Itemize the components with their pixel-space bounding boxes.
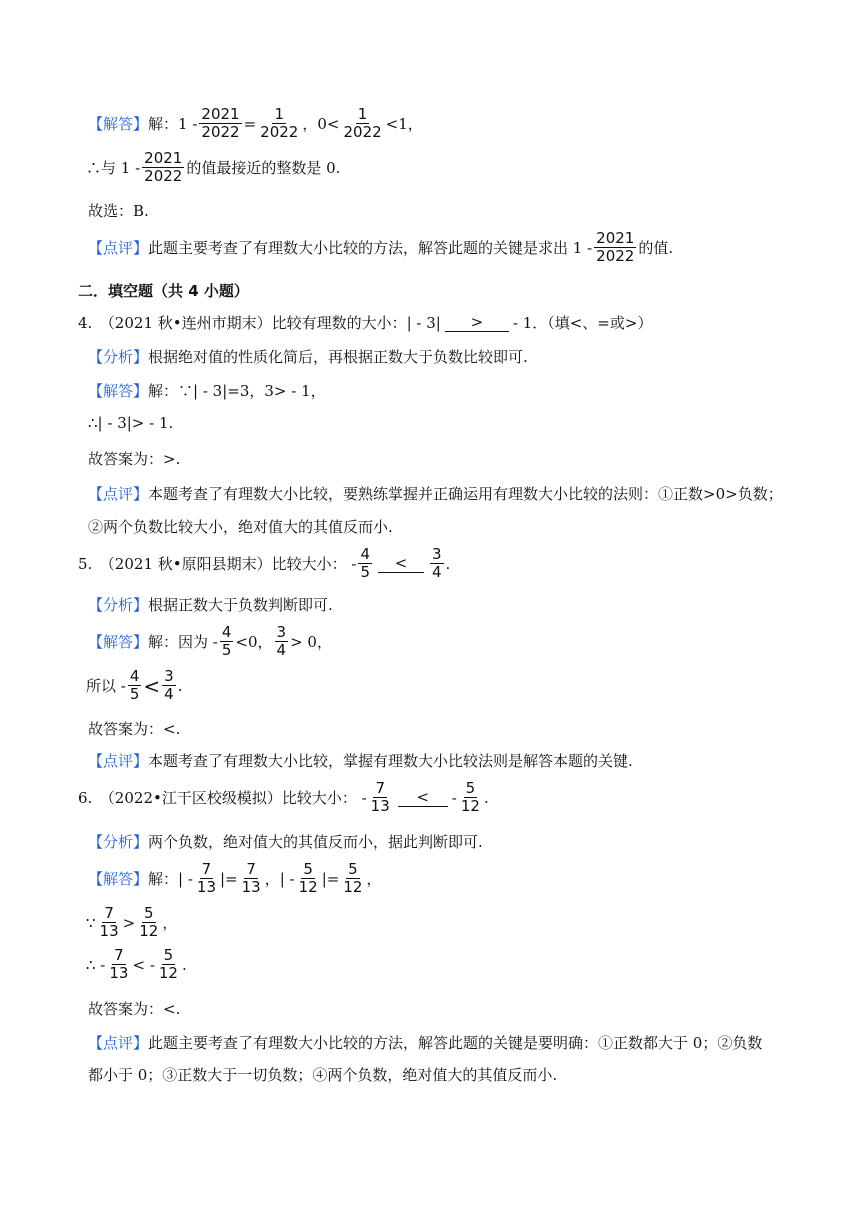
q6-comment-2: 都小于 0；③正数大于一切负数；④两个负数，绝对值大的其值反而小. xyxy=(88,1066,558,1084)
q3-comment: 【点评】 此题主要考查了有理数大小比较的方法，解答此题的关键是求出 1 - $\frac{2021}{2022}$ 的值. xyxy=(88,229,674,265)
q4-analysis: 【分析】 根据绝对值的性质化简后，再根据正数大于负数比较即可. xyxy=(88,348,528,366)
fraction-5-12: $\frac{5}{12}$ xyxy=(460,779,480,815)
solution-tag: 【解答】 xyxy=(88,115,149,133)
fraction-2021-2022: $\frac{2021}{2022}$ xyxy=(201,105,240,141)
section-title: 二．填空题（共 4 小题） xyxy=(78,282,249,300)
q4-comment-1: 【点评】 本题考查了有理数大小比较，要熟练掌握并正确运用有理数大小比较的法则：①正数>0>负数； xyxy=(88,485,783,503)
q5-analysis: 【分析】 根据正数大于负数判断即可. xyxy=(88,596,333,614)
text: ，0< xyxy=(302,115,340,133)
q5-stem: 5. （2021 秋•原阳县期末）比较大小： - $\frac{4}{5}$ < $\frac{3}{4}$ . xyxy=(78,545,451,581)
comment-tag: 【点评】 xyxy=(88,239,149,257)
analysis-tag: 【分析】 xyxy=(88,348,149,366)
q5-solution-1: 【解答】 解：因为 - $\frac{4}{5}$ <0， $\frac{3}{4}$ > 0， xyxy=(88,623,332,659)
q5-comment: 【点评】 本题考查了有理数大小比较，掌握有理数大小比较法则是解答本题的关键. xyxy=(88,752,633,770)
q6-analysis: 【分析】 两个负数，绝对值大的其值反而小，据此判断即可. xyxy=(88,833,483,851)
fraction-4-5: $\frac{4}{5}$ xyxy=(221,623,232,659)
solution-tag: 【解答】 xyxy=(88,382,149,400)
text: ∴与 1 - xyxy=(86,159,141,177)
fraction-7-13: $\frac{7}{13}$ xyxy=(196,860,216,896)
fraction-3-4: $\frac{3}{4}$ xyxy=(164,667,174,703)
q5-solution-2: 所以 - $\frac{4}{5}$ < $\frac{3}{4}$ . xyxy=(86,667,183,703)
q6-comment-1: 【点评】 此题主要考查了有理数大小比较的方法，解答此题的关键是要明确：①正数都大于 0；②负数 xyxy=(88,1034,763,1052)
q6-solution-3: ∴ - $\frac{7}{13}$ < - $\frac{5}{12}$ . xyxy=(86,946,187,982)
fraction-2021-2022: $\frac{2021}{2022}$ xyxy=(596,229,635,265)
text: 解：1 - xyxy=(148,115,198,133)
q3-choice: 故选：B. xyxy=(88,202,149,220)
q4-comment-2: ②两个负数比较大小，绝对值大的其值反而小. xyxy=(88,518,393,536)
q3-solution-line-2 xyxy=(86,150,340,185)
fraction-5-12: $\frac{5}{12}$ xyxy=(139,904,159,940)
fraction-3-4: $\frac{3}{4}$ xyxy=(276,623,287,659)
q6-solution-2: ∵ $\frac{7}{13}$ > $\frac{5}{12}$ ， xyxy=(86,904,178,940)
comment-tag: 【点评】 xyxy=(88,485,149,503)
fraction-7-13: $\frac{7}{13}$ xyxy=(241,860,261,896)
analysis-tag: 【分析】 xyxy=(88,833,149,851)
fraction-7-13: $\frac{7}{13}$ xyxy=(370,779,390,815)
fraction-7-13: $\frac{7}{13}$ xyxy=(99,904,119,940)
solution-tag: 【解答】 xyxy=(88,633,149,651)
q5-answer: 故答案为：<. xyxy=(88,720,181,738)
q6-answer: 故答案为：<. xyxy=(88,1000,181,1018)
q4-solution-1: 【解答】 解：∵| - 3|=3，3> - 1， xyxy=(88,382,326,400)
fraction-5-12: $\frac{5}{12}$ xyxy=(298,860,318,896)
fraction-3-4: $\frac{3}{4}$ xyxy=(432,545,442,581)
fraction-4-5: $\frac{4}{5}$ xyxy=(360,545,370,581)
q4-solution-2: ∴| - 3|> - 1. xyxy=(88,414,174,432)
q6-stem: 6. （2022•江干区校级模拟）比较大小： - $\frac{7}{13}$ < - $\frac{5}{12}$ . xyxy=(78,779,489,815)
comment-tag: 【点评】 xyxy=(88,752,149,770)
q4-stem: 4. （2021 秋•连州市期末）比较有理数的大小：| - 3| > - 1．（填<、=或>） xyxy=(78,313,653,332)
fraction-5-12: $\frac{5}{12}$ xyxy=(158,946,178,982)
answer-blank: > xyxy=(445,313,509,332)
answer-blank: < xyxy=(378,554,424,573)
fraction-2021-2022: $\frac{2021}{2022}$ xyxy=(144,149,183,185)
q6-solution-1: 【解答】 解：| - $\frac{7}{13}$ |= $\frac{7}{13}$ ，| - $\frac{5}{12}$ |= $\frac{5}{12}$ ， xyxy=(88,860,382,896)
fraction-1-2022: $\frac{1}{2022}$ xyxy=(343,105,382,141)
q3-solution-line-1 xyxy=(88,106,423,141)
fraction-5-12: $\frac{5}{12}$ xyxy=(343,860,363,896)
text: = xyxy=(243,114,257,133)
text: 的值最接近的整数是 0. xyxy=(186,159,341,177)
comment-tag: 【点评】 xyxy=(88,1034,149,1052)
fraction-4-5: $\frac{4}{5}$ xyxy=(129,667,140,703)
answer-blank: < xyxy=(398,788,448,807)
fraction-7-13: $\frac{7}{13}$ xyxy=(109,946,129,982)
q4-answer: 故答案为：>. xyxy=(88,450,181,468)
solution-tag: 【解答】 xyxy=(88,870,149,888)
text: <1， xyxy=(385,115,423,133)
analysis-tag: 【分析】 xyxy=(88,596,149,614)
fraction-1-2022: $\frac{1}{2022}$ xyxy=(260,105,299,141)
